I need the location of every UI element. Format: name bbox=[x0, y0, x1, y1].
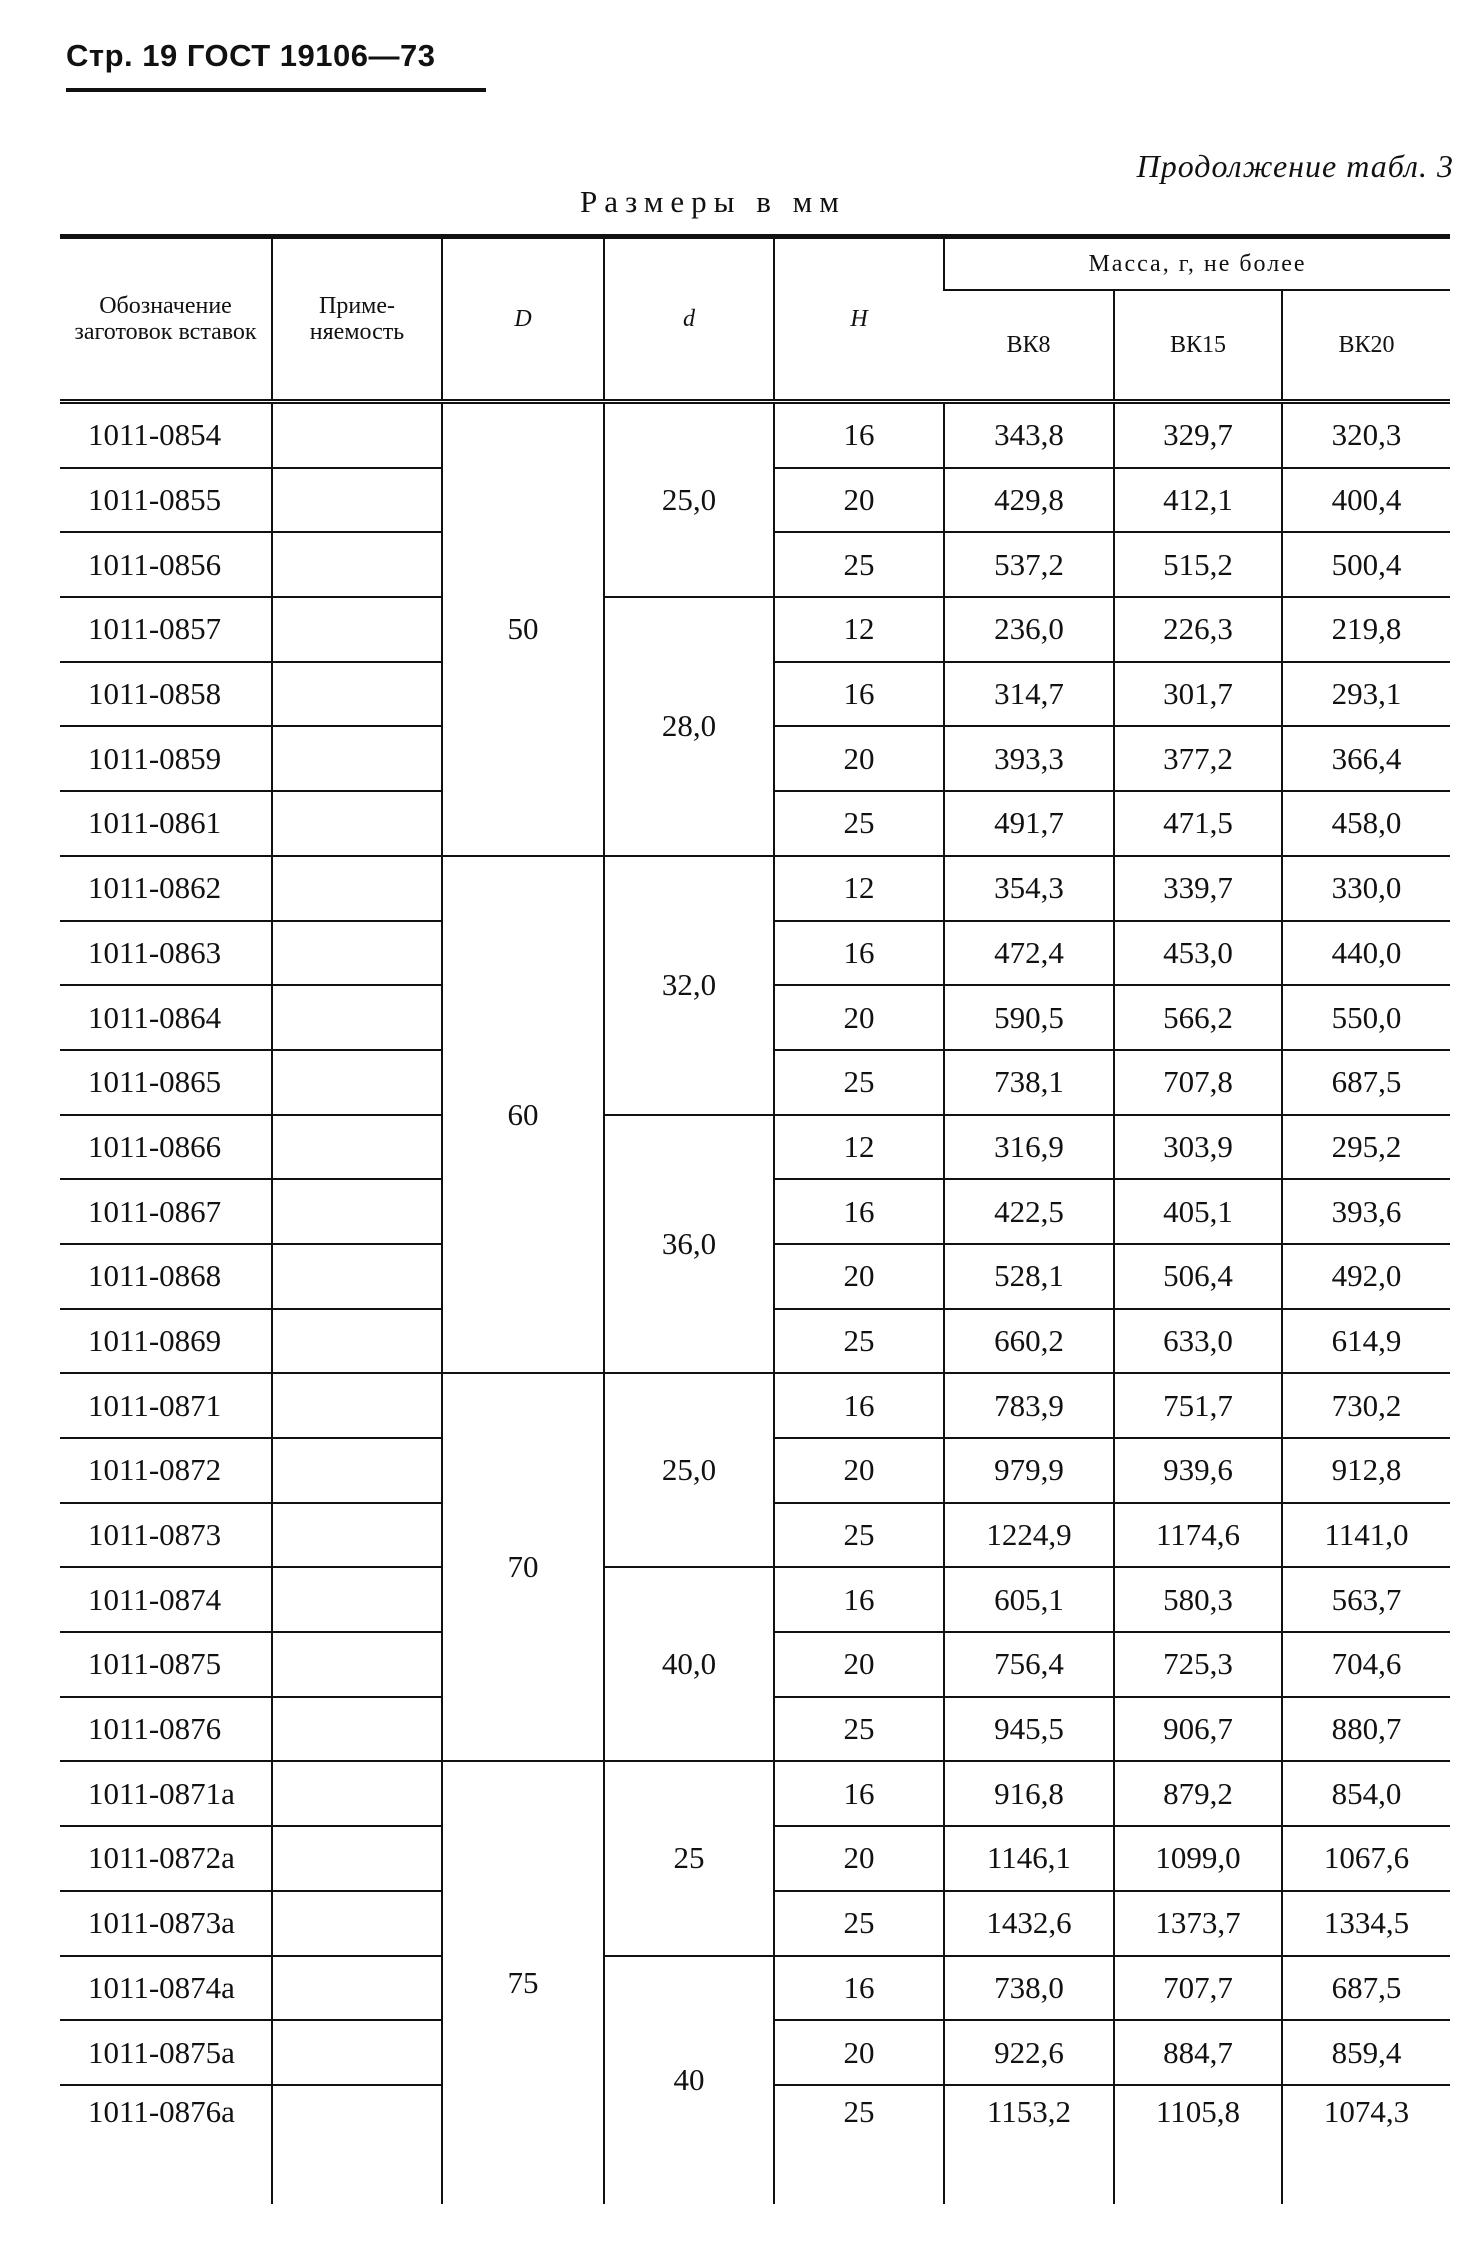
H-cell: 25 bbox=[774, 1050, 944, 1115]
H-cell: 16 bbox=[774, 1567, 944, 1632]
applicability-cell bbox=[272, 2085, 442, 2204]
D-cell: 60 bbox=[442, 856, 604, 1374]
H-cell: 25 bbox=[774, 2085, 944, 2204]
mass-vk20-cell: 458,0 bbox=[1282, 791, 1450, 856]
mass-vk20-cell: 614,9 bbox=[1282, 1309, 1450, 1374]
mass-vk20-cell: 219,8 bbox=[1282, 597, 1450, 662]
mass-vk20-cell: 366,4 bbox=[1282, 726, 1450, 791]
designation-cell: 1011-0854 bbox=[60, 402, 272, 468]
mass-vk20-cell: 854,0 bbox=[1282, 1761, 1450, 1826]
designation-cell: 1011-0863 bbox=[60, 921, 272, 986]
H-cell: 25 bbox=[774, 1503, 944, 1568]
mass-vk20-cell: 730,2 bbox=[1282, 1373, 1450, 1438]
d-cell: 32,0 bbox=[604, 856, 774, 1115]
mass-vk15-cell: 339,7 bbox=[1114, 856, 1282, 921]
applicability-cell bbox=[272, 1244, 442, 1309]
mass-vk8-cell: 429,8 bbox=[944, 468, 1114, 533]
H-cell: 20 bbox=[774, 726, 944, 791]
designation-cell: 1011-0868 bbox=[60, 1244, 272, 1309]
applicability-cell bbox=[272, 791, 442, 856]
mass-vk8-cell: 1432,6 bbox=[944, 1891, 1114, 1956]
designation-cell: 1011-0855 bbox=[60, 468, 272, 533]
d-cell: 28,0 bbox=[604, 597, 774, 856]
table-row bbox=[60, 402, 1450, 468]
mass-vk20-cell: 704,6 bbox=[1282, 1632, 1450, 1697]
H-cell: 20 bbox=[774, 468, 944, 533]
mass-vk8-cell: 1146,1 bbox=[944, 1826, 1114, 1891]
H-cell: 25 bbox=[774, 532, 944, 597]
applicability-cell bbox=[272, 1891, 442, 1956]
mass-vk20-cell: 1074,3 bbox=[1282, 2085, 1450, 2204]
mass-vk15-cell: 884,7 bbox=[1114, 2020, 1282, 2085]
mass-vk20-cell: 400,4 bbox=[1282, 468, 1450, 533]
applicability-cell bbox=[272, 532, 442, 597]
designation-cell: 1011-0864 bbox=[60, 985, 272, 1050]
designation-cell: 1011-0858 bbox=[60, 662, 272, 727]
mass-vk8-cell: 738,0 bbox=[944, 1956, 1114, 2021]
col-mass: Масса, г, не более bbox=[944, 237, 1450, 291]
H-cell: 12 bbox=[774, 1115, 944, 1180]
mass-vk8-cell: 756,4 bbox=[944, 1632, 1114, 1697]
table-row bbox=[60, 1761, 1450, 1826]
col-vk15: ВК15 bbox=[1114, 290, 1282, 402]
mass-vk15-cell: 506,4 bbox=[1114, 1244, 1282, 1309]
col-designation: Обозначение заготовок вставок bbox=[74, 292, 257, 345]
designation-cell: 1011-0874а bbox=[60, 1956, 272, 2021]
H-cell: 20 bbox=[774, 1244, 944, 1309]
mass-vk8-cell: 491,7 bbox=[944, 791, 1114, 856]
applicability-cell bbox=[272, 1761, 442, 1826]
table-row bbox=[60, 856, 1450, 921]
applicability-cell bbox=[272, 921, 442, 986]
applicability-cell bbox=[272, 856, 442, 921]
applicability-cell bbox=[272, 1179, 442, 1244]
mass-vk20-cell: 687,5 bbox=[1282, 1956, 1450, 2021]
H-cell: 25 bbox=[774, 1697, 944, 1762]
table-row bbox=[60, 1956, 1450, 2021]
col-D: D bbox=[442, 237, 604, 402]
mass-vk8-cell: 660,2 bbox=[944, 1309, 1114, 1374]
mass-vk15-cell: 566,2 bbox=[1114, 985, 1282, 1050]
mass-vk8-cell: 979,9 bbox=[944, 1438, 1114, 1503]
mass-vk20-cell: 295,2 bbox=[1282, 1115, 1450, 1180]
table-body bbox=[60, 402, 1450, 2204]
designation-cell: 1011-0861 bbox=[60, 791, 272, 856]
mass-vk20-cell: 859,4 bbox=[1282, 2020, 1450, 2085]
designation-cell: 1011-0871 bbox=[60, 1373, 272, 1438]
mass-vk15-cell: 1373,7 bbox=[1114, 1891, 1282, 1956]
mass-vk20-cell: 500,4 bbox=[1282, 532, 1450, 597]
continuation-label: Продолжение табл. 3 bbox=[1136, 148, 1454, 184]
mass-vk20-cell: 880,7 bbox=[1282, 1697, 1450, 1762]
mass-vk8-cell: 1153,2 bbox=[944, 2085, 1114, 2204]
mass-vk20-cell: 1334,5 bbox=[1282, 1891, 1450, 1956]
designation-cell: 1011-0873 bbox=[60, 1503, 272, 1568]
mass-vk20-cell: 563,7 bbox=[1282, 1567, 1450, 1632]
designation-cell: 1011-0876а bbox=[88, 2093, 235, 2129]
mass-vk8-cell: 1224,9 bbox=[944, 1503, 1114, 1568]
H-cell: 16 bbox=[774, 921, 944, 986]
mass-vk8-cell: 343,8 bbox=[944, 402, 1114, 468]
mass-vk20-cell: 912,8 bbox=[1282, 1438, 1450, 1503]
applicability-cell bbox=[272, 1503, 442, 1568]
mass-vk15-cell: 515,2 bbox=[1114, 532, 1282, 597]
applicability-cell bbox=[272, 985, 442, 1050]
mass-vk8-cell: 783,9 bbox=[944, 1373, 1114, 1438]
H-cell: 25 bbox=[774, 1309, 944, 1374]
d-cell: 40 bbox=[604, 1956, 774, 2204]
mass-vk15-cell: 303,9 bbox=[1114, 1115, 1282, 1180]
mass-vk20-cell: 492,0 bbox=[1282, 1244, 1450, 1309]
mass-vk8-cell: 916,8 bbox=[944, 1761, 1114, 1826]
table-row bbox=[60, 1567, 1450, 1632]
designation-cell: 1011-0873а bbox=[60, 1891, 272, 1956]
mass-vk8-cell: 738,1 bbox=[944, 1050, 1114, 1115]
mass-vk15-cell: 633,0 bbox=[1114, 1309, 1282, 1374]
H-cell: 20 bbox=[774, 1438, 944, 1503]
applicability-cell bbox=[272, 726, 442, 791]
d-cell: 25 bbox=[604, 1761, 774, 1955]
page-header: Стр. 19 ГОСТ 19106—73 bbox=[66, 38, 436, 73]
H-cell: 12 bbox=[774, 856, 944, 921]
mass-vk15-cell: 405,1 bbox=[1114, 1179, 1282, 1244]
mass-vk8-cell: 945,5 bbox=[944, 1697, 1114, 1762]
applicability-cell bbox=[272, 468, 442, 533]
mass-vk8-cell: 354,3 bbox=[944, 856, 1114, 921]
mass-vk15-cell: 453,0 bbox=[1114, 921, 1282, 986]
designation-cell: 1011-0872а bbox=[60, 1826, 272, 1891]
H-cell: 20 bbox=[774, 1826, 944, 1891]
designation-cell: 1011-0867 bbox=[60, 1179, 272, 1244]
D-cell: 50 bbox=[442, 402, 604, 856]
H-cell: 16 bbox=[774, 1179, 944, 1244]
designation-cell: 1011-0875 bbox=[60, 1632, 272, 1697]
mass-vk8-cell: 472,4 bbox=[944, 921, 1114, 986]
mass-vk20-cell: 393,6 bbox=[1282, 1179, 1450, 1244]
applicability-cell bbox=[272, 1632, 442, 1697]
mass-vk15-cell: 751,7 bbox=[1114, 1373, 1282, 1438]
mass-vk8-cell: 393,3 bbox=[944, 726, 1114, 791]
units-caption: Размеры в мм bbox=[580, 184, 846, 219]
H-cell: 25 bbox=[774, 791, 944, 856]
H-cell: 12 bbox=[774, 597, 944, 662]
designation-cell: 1011-0874 bbox=[60, 1567, 272, 1632]
mass-vk8-cell: 590,5 bbox=[944, 985, 1114, 1050]
applicability-cell bbox=[272, 662, 442, 727]
H-cell: 20 bbox=[774, 985, 944, 1050]
mass-vk8-cell: 605,1 bbox=[944, 1567, 1114, 1632]
mass-vk15-cell: 707,7 bbox=[1114, 1956, 1282, 2021]
mass-vk8-cell: 236,0 bbox=[944, 597, 1114, 662]
col-d: d bbox=[604, 237, 774, 402]
mass-vk20-cell: 550,0 bbox=[1282, 985, 1450, 1050]
designation-cell: 1011-0866 bbox=[60, 1115, 272, 1180]
applicability-cell bbox=[272, 1438, 442, 1503]
H-cell: 16 bbox=[774, 1761, 944, 1826]
mass-vk15-cell: 471,5 bbox=[1114, 791, 1282, 856]
H-cell: 16 bbox=[774, 1956, 944, 2021]
mass-vk15-cell: 906,7 bbox=[1114, 1697, 1282, 1762]
header-rule bbox=[66, 88, 486, 92]
H-cell: 16 bbox=[774, 402, 944, 468]
applicability-cell bbox=[272, 1309, 442, 1374]
applicability-cell bbox=[272, 2020, 442, 2085]
table-row bbox=[60, 597, 1450, 662]
mass-vk20-cell: 1141,0 bbox=[1282, 1503, 1450, 1568]
d-cell: 25,0 bbox=[604, 1373, 774, 1567]
mass-vk15-cell: 879,2 bbox=[1114, 1761, 1282, 1826]
mass-vk20-cell: 330,0 bbox=[1282, 856, 1450, 921]
H-cell: 20 bbox=[774, 2020, 944, 2085]
designation-cell: 1011-0865 bbox=[60, 1050, 272, 1115]
designation-cell: 1011-0869 bbox=[60, 1309, 272, 1374]
designation-cell: 1011-0862 bbox=[60, 856, 272, 921]
col-vk8: ВК8 bbox=[1006, 331, 1051, 358]
designation-cell: 1011-0872 bbox=[60, 1438, 272, 1503]
mass-vk8-cell: 316,9 bbox=[944, 1115, 1114, 1180]
table-row bbox=[60, 1373, 1450, 1438]
mass-vk20-cell: 320,3 bbox=[1282, 402, 1450, 468]
applicability-cell bbox=[272, 597, 442, 662]
applicability-cell bbox=[272, 1826, 442, 1891]
H-cell: 20 bbox=[774, 1632, 944, 1697]
mass-vk20-cell: 440,0 bbox=[1282, 921, 1450, 986]
d-cell: 25,0 bbox=[604, 402, 774, 598]
col-vk20: ВК20 bbox=[1282, 290, 1450, 402]
col-H: H bbox=[774, 237, 944, 402]
mass-vk8-cell: 922,6 bbox=[944, 2020, 1114, 2085]
mass-vk15-cell: 707,8 bbox=[1114, 1050, 1282, 1115]
mass-vk15-cell: 1099,0 bbox=[1114, 1826, 1282, 1891]
mass-vk20-cell: 293,1 bbox=[1282, 662, 1450, 727]
col-applicability: Приме-няемость bbox=[272, 237, 442, 402]
mass-vk15-cell: 301,7 bbox=[1114, 662, 1282, 727]
designation-cell: 1011-0875а bbox=[60, 2020, 272, 2085]
mass-vk15-cell: 1174,6 bbox=[1114, 1503, 1282, 1568]
mass-vk15-cell: 725,3 bbox=[1114, 1632, 1282, 1697]
designation-cell: 1011-0856 bbox=[60, 532, 272, 597]
applicability-cell bbox=[272, 1697, 442, 1762]
mass-vk15-cell: 412,1 bbox=[1114, 468, 1282, 533]
mass-vk8-cell: 537,2 bbox=[944, 532, 1114, 597]
applicability-cell bbox=[272, 1567, 442, 1632]
mass-vk15-cell: 580,3 bbox=[1114, 1567, 1282, 1632]
mass-vk8-cell: 528,1 bbox=[944, 1244, 1114, 1309]
mass-vk8-cell: 314,7 bbox=[944, 662, 1114, 727]
designation-cell: 1011-0859 bbox=[60, 726, 272, 791]
mass-table bbox=[60, 234, 1450, 2204]
designation-cell: 1011-0857 bbox=[60, 597, 272, 662]
D-cell: 70 bbox=[442, 1373, 604, 1761]
d-cell: 36,0 bbox=[604, 1115, 774, 1374]
applicability-cell bbox=[272, 1373, 442, 1438]
H-cell: 16 bbox=[774, 662, 944, 727]
table-row bbox=[60, 1115, 1450, 1180]
H-cell: 16 bbox=[774, 1373, 944, 1438]
d-cell: 40,0 bbox=[604, 1567, 774, 1761]
applicability-cell bbox=[272, 1115, 442, 1180]
mass-vk15-cell: 329,7 bbox=[1114, 402, 1282, 468]
applicability-cell bbox=[272, 1050, 442, 1115]
H-cell: 25 bbox=[774, 1891, 944, 1956]
mass-vk15-cell: 939,6 bbox=[1114, 1438, 1282, 1503]
mass-vk8-cell: 422,5 bbox=[944, 1179, 1114, 1244]
mass-vk15-cell: 1105,8 bbox=[1114, 2085, 1282, 2204]
mass-vk15-cell: 377,2 bbox=[1114, 726, 1282, 791]
D-cell: 75 bbox=[442, 1761, 604, 2203]
mass-vk20-cell: 1067,6 bbox=[1282, 1826, 1450, 1891]
applicability-cell bbox=[272, 1956, 442, 2021]
mass-vk15-cell: 226,3 bbox=[1114, 597, 1282, 662]
applicability-cell bbox=[272, 402, 442, 468]
designation-cell: 1011-0871а bbox=[60, 1761, 272, 1826]
designation-cell: 1011-0876 bbox=[60, 1697, 272, 1762]
mass-vk20-cell: 687,5 bbox=[1282, 1050, 1450, 1115]
